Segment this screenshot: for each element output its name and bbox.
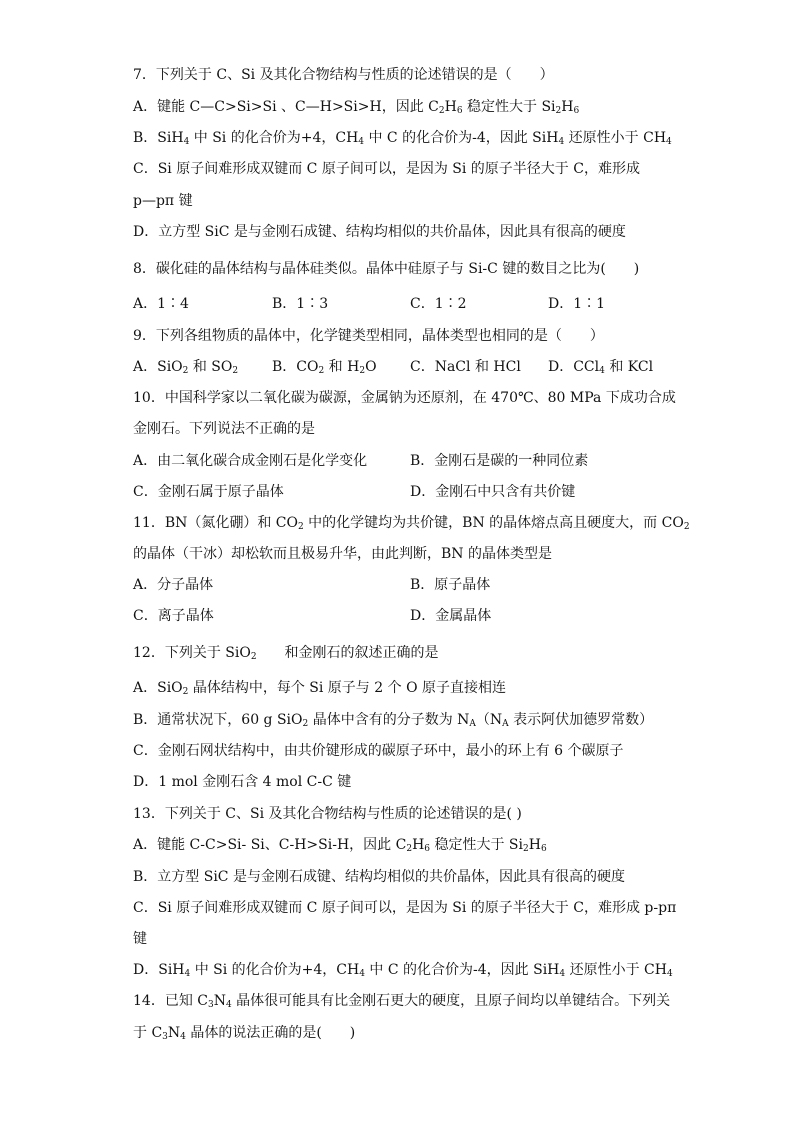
q9-option-b: B．$CO_2$ 和 $H_2O$ [272, 359, 377, 376]
q10-option-d: D．金刚石中只含有共价键 [410, 484, 576, 500]
q11-stem-cont: 的晶体（干冰）却松软而且极易升华，由此判断，BN 的晶体类型是 [133, 546, 552, 562]
q10-stem: 10．中国科学家以二氧化碳为碳源，金属钠为还原剂，在 470℃、80 MPa 下成功合成 [133, 390, 676, 406]
q8-stem: 8．碳化硅的晶体结构与晶体硅类似。晶体中硅原子与 Si-C 键的数目之比为( ) [133, 261, 640, 277]
q12-stem: 12．下列关于 SiO$_2$ 和金刚石的叙述正确的是 [133, 645, 439, 662]
q8-option-a: A．1∶4 [133, 296, 189, 312]
q9-option-c: C．NaCl 和 HCl [410, 359, 521, 375]
q10-stem-cont: 金刚石。下列说法不正确的是 [133, 421, 315, 437]
q14-stem: 14．已知 $C_3N_4$ 晶体很可能具有比金刚石更大的硬度，且原子间均以单键结合。下列关 [133, 993, 671, 1010]
q9-stem: 9．下列各组物质的晶体中，化学键类型相同，晶体类型也相同的是（ ） [133, 328, 604, 344]
q10-option-b: B．金刚石是碳的一种同位素 [410, 453, 589, 469]
q7-option-c-cont: p—pπ 键 [133, 193, 193, 209]
q9-options [133, 356, 674, 378]
q8-option-b: B．1∶3 [272, 296, 329, 312]
q11-option-d: D．金属晶体 [410, 608, 492, 624]
q14-stem-cont: 于 $C_3N_4$ 晶体的说法正确的是( ) [133, 1025, 356, 1042]
q7-option-a: A．键能 C—C>Si>Si 、C—H>Si>H，因此 $C_2H_6$ 稳定性大于 $Si_2H_6$ [133, 99, 580, 116]
q12-option-a: A．SiO$_2$ 晶体结构中，每个 Si 原子与 2 个 O 原子直接相连 [133, 680, 506, 697]
q10-option-a: A．由二氧化碳合成金刚石是化学变化 [133, 453, 368, 469]
q11-option-a: A．分子晶体 [133, 577, 214, 593]
q7-option-d: D．立方型 SiC 是与金刚石成键、结构均相似的共价晶体，因此具有很高的硬度 [133, 224, 626, 240]
q11-option-b: B．原子晶体 [410, 577, 491, 593]
q13-option-d: D．SiH$_4$ 中 Si 的化合价为+4，$CH_4$ 中 C 的化合价为-4，因此 SiH$_4$ 还原性小于 $CH_4$ [133, 962, 673, 979]
q10-options-row1 [133, 450, 674, 472]
q12-option-d: D．1 mol 金刚石含 4 mol C-C 键 [133, 774, 352, 790]
q7-option-c: C．Si 原子间难形成双键而 C 原子间可以，是因为 Si 的原子半径大于 C，难形成 [133, 161, 640, 177]
q11-stem: 11．BN（氮化硼）和 $CO_2$ 中的化学键均为共价键，BN 的晶体熔点高且硬度大，而 $CO_2$ [133, 515, 690, 532]
q11-options-row2 [133, 605, 674, 627]
q7-option-b: B．SiH$_4$ 中 Si 的化合价为+4，$CH_4$ 中 C 的化合价为-4，因此 SiH$_4$ 还原性小于 $CH_4$ [133, 130, 672, 147]
q10-options-row2 [133, 481, 674, 503]
q11-options-row1 [133, 574, 674, 596]
q8-option-c: C．1∶2 [410, 296, 467, 312]
q12-option-b: B．通常状况下，60 g SiO$_2$ 晶体中含有的分子数为 $N_A(N_A$ 表示阿伏加德罗常数） [133, 712, 654, 729]
q8-options [133, 293, 674, 315]
q9-option-a: A．SiO$_2$ 和 $SO_2$ [133, 359, 239, 376]
q8-option-d: D．1∶1 [548, 296, 606, 312]
q11-option-c: C．离子晶体 [133, 608, 214, 624]
q9-option-d: D．CCl$_4$ 和 KCl [548, 359, 654, 376]
q13-stem: 13．下列关于 C、Si 及其化合物结构与性质的论述错误的是( ) [133, 806, 522, 822]
q13-option-a: A．键能 C-C>Si- Si、C-H>Si-H，因此 $C_2H_6$ 稳定性大于 $Si_2H_6$ [133, 837, 547, 854]
q10-option-c: C．金刚石属于原子晶体 [133, 484, 284, 500]
q13-option-b: B．立方型 SiC 是与金刚石成键、结构均相似的共价晶体，因此具有很高的硬度 [133, 869, 625, 885]
q13-option-c: C．Si 原子间难形成双键而 C 原子间可以，是因为 Si 的原子半径大于 C，难形成 p-pπ [133, 900, 677, 916]
q13-option-c-cont: 键 [133, 931, 147, 947]
q7-stem: 7．下列关于 C、Si 及其化合物结构与性质的论述错误的是（ ） [133, 67, 554, 83]
q12-option-c: C．金刚石网状结构中，由共价键形成的碳原子环中，最小的环上有 6 个碳原子 [133, 743, 624, 759]
